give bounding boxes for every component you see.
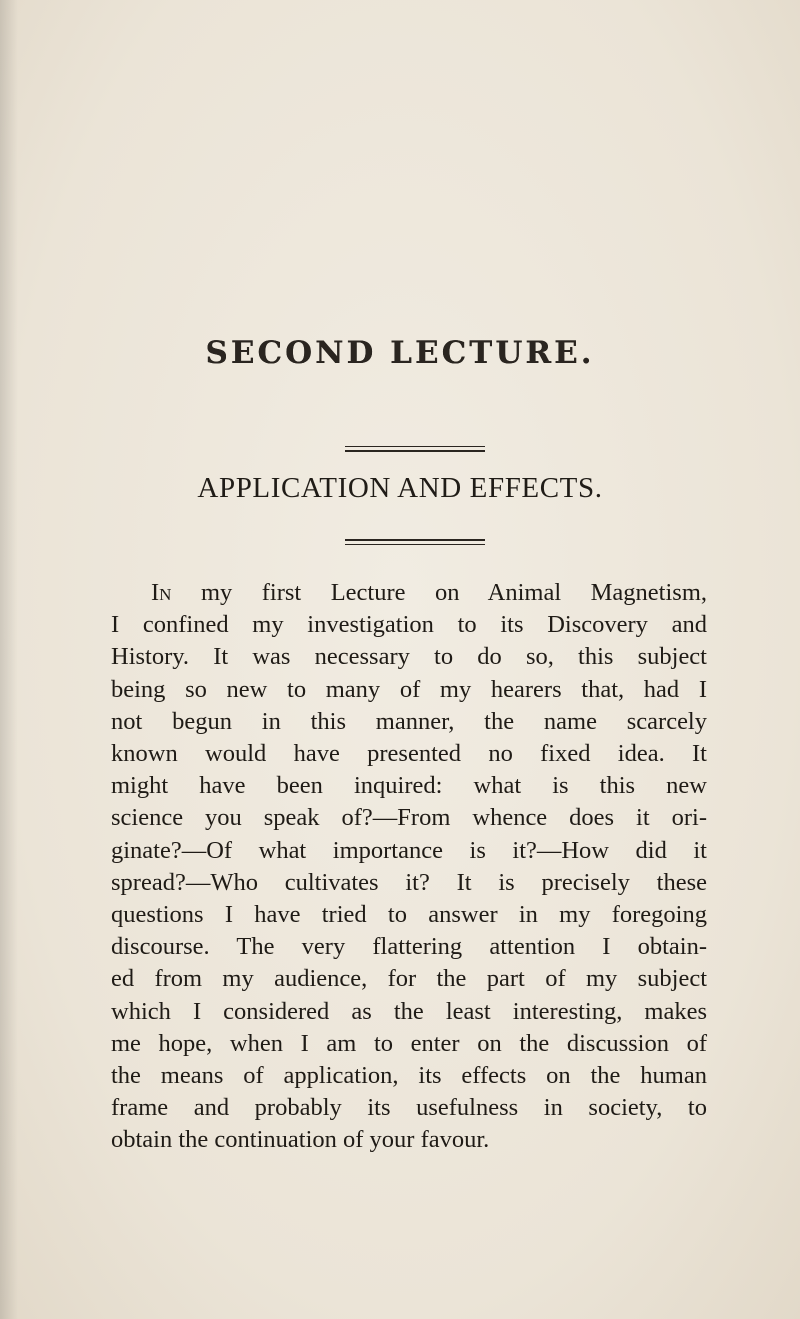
- paragraph-line: being so new to many of my hearers that, had I: [111, 675, 707, 703]
- paragraph-line: questions I have tried to answer in my foregoing: [111, 901, 707, 929]
- body-paragraph: [111, 577, 707, 1157]
- paragraph-line: In my first Lecture on Animal Magnetism,: [151, 579, 708, 606]
- paragraph-line: might have been inquired: what is this new: [111, 772, 707, 800]
- rule-line: [345, 544, 485, 545]
- first-word: In: [151, 579, 172, 606]
- paragraph-line: discourse. The very flattering attention I obtain-: [111, 933, 707, 961]
- paragraph-line: I confined my investigation to its Discovery and: [111, 611, 707, 639]
- bottom-double-rule: [345, 539, 485, 548]
- section-title: APPLICATION AND EFFECTS.: [197, 472, 603, 504]
- paragraph-line: me hope, when I am to enter on the discussion of: [111, 1029, 707, 1057]
- paragraph-line: ed from my audience, for the part of my subject: [111, 965, 707, 993]
- paragraph-line: not begun in this manner, the name scarcely: [111, 707, 707, 735]
- lecture-heading: SECOND LECTURE.: [205, 335, 595, 371]
- paragraph-line: frame and probably its usefulness in society, to: [111, 1094, 707, 1122]
- rule-line: [345, 450, 485, 452]
- paragraph-line: ginate?—Of what importance is it?—How did it: [111, 836, 707, 864]
- paragraph-line: spread?—Who cultivates it? It is precisely these: [111, 868, 707, 896]
- rule-line: [345, 446, 485, 447]
- paragraph-line: which I considered as the least interesting, makes: [111, 997, 707, 1025]
- rule-line: [345, 539, 485, 541]
- paragraph-line: obtain the continuation of your favour.: [111, 1126, 490, 1154]
- binding-shadow: [0, 0, 18, 1319]
- paragraph-line: the means of application, its effects on the human: [111, 1062, 707, 1090]
- paragraph-line: science you speak of?—From whence does it ori-: [111, 804, 707, 832]
- paragraph-line: known would have presented no fixed idea. It: [111, 740, 707, 768]
- paragraph-line: History. It was necessary to do so, this subject: [111, 643, 707, 671]
- top-double-rule: [345, 446, 485, 455]
